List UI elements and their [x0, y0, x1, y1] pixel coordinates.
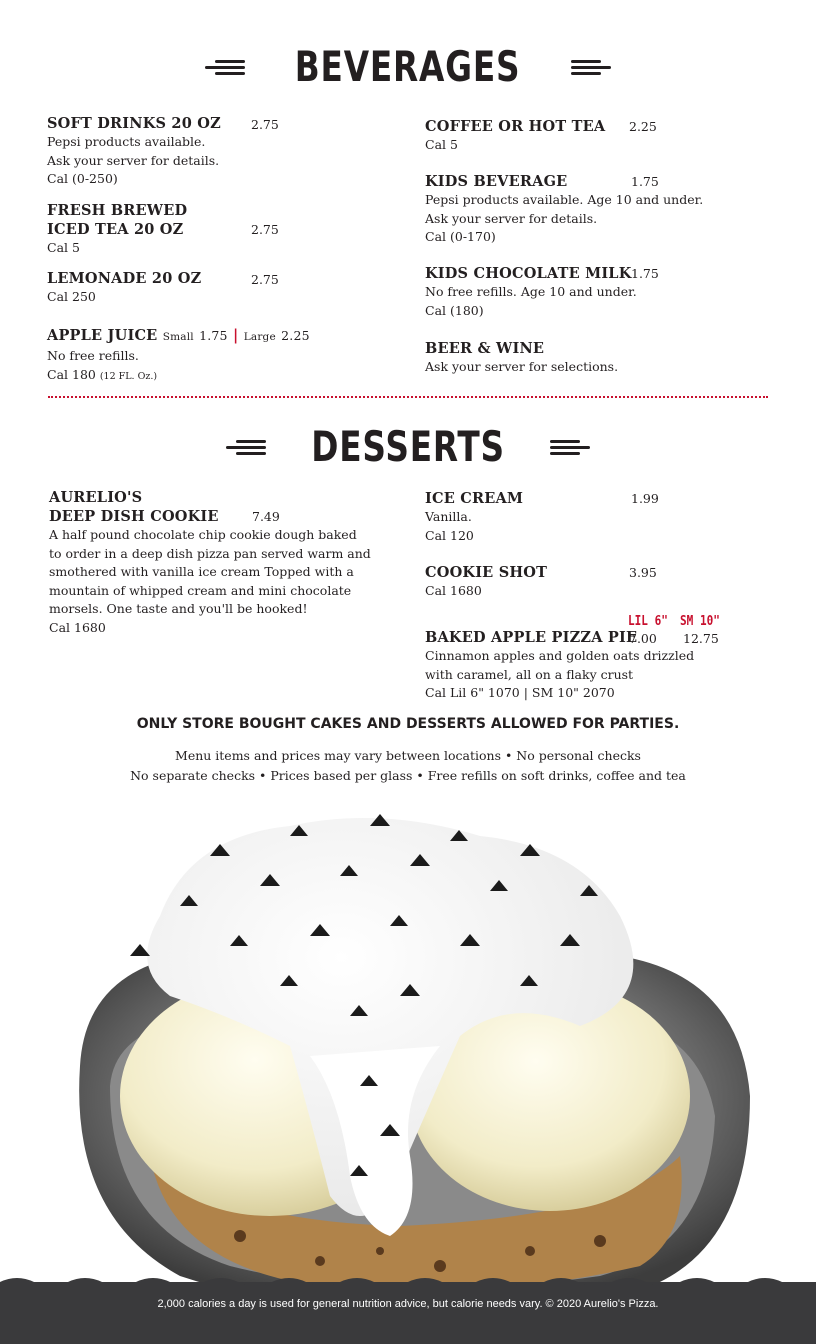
size-label-sm: SM 10"	[680, 614, 720, 629]
item-desc: mountain of whipped cream and mini chocolate	[49, 582, 352, 598]
menu-item-coffee-tea	[425, 117, 605, 155]
item-price: 1.75	[631, 266, 659, 281]
item-desc: Ask your server for details.	[47, 152, 220, 168]
item-cal: Cal 180	[47, 366, 96, 382]
item-cal: Cal 5	[425, 137, 458, 152]
beverages-heading	[0, 42, 816, 91]
item-desc: A half pound chocolate chip cookie dough baked	[49, 527, 357, 542]
item-price-lil: 7.00	[629, 631, 657, 646]
item-desc: with caramel, all on a flaky crust	[425, 666, 634, 682]
menu-item-iced-tea	[47, 201, 187, 258]
item-name: KIDS CHOCOLATE MILK	[425, 265, 632, 282]
section-divider	[48, 396, 768, 398]
desserts-heading	[0, 422, 816, 471]
item-price: 1.99	[631, 491, 659, 506]
item-name: BEER & WINE	[425, 340, 545, 357]
menu-item-kids-chocolate-milk	[425, 264, 637, 320]
fine-print-line-2: No separate checks • Prices based per glass • Free refills on soft drinks, coffee and tea	[130, 768, 686, 783]
item-name: KIDS BEVERAGE	[425, 173, 568, 190]
item-name: FRESH BREWED	[47, 202, 188, 219]
item-name: AURELIO'S	[49, 489, 143, 506]
menu-item-kids-beverage	[425, 172, 703, 247]
item-name: ICE CREAM	[425, 490, 524, 507]
menu-item-apple-juice	[47, 326, 310, 386]
size-large-label: Large	[243, 331, 276, 343]
heading-deco-left-icon	[226, 436, 266, 458]
desserts-title: DESSERTS	[311, 422, 505, 471]
item-desc: Vanilla.	[425, 509, 472, 524]
menu-item-deep-dish-cookie	[49, 488, 371, 637]
size-separator: |	[232, 327, 239, 344]
size-small-label: Small	[162, 331, 194, 343]
item-cal: Cal 120	[425, 527, 474, 543]
item-desc: morsels. One taste and you'll be hooked!	[49, 601, 308, 616]
item-cal: Cal Lil 6" 1070 | SM 10" 2070	[425, 685, 615, 700]
item-desc: to order in a deep dish pizza pan served warm and	[49, 545, 371, 561]
menu-item-beer-wine	[425, 339, 618, 377]
item-name: BAKED APPLE PIZZA PIE	[425, 629, 638, 646]
item-desc: Ask your server for selections.	[425, 359, 619, 374]
footer-bar	[0, 1282, 816, 1344]
item-desc: Pepsi products available.	[47, 134, 206, 149]
item-name: COOKIE SHOT	[425, 564, 548, 581]
item-name-line2: DEEP DISH COOKIE	[49, 508, 219, 525]
item-price: 7.49	[252, 509, 280, 524]
item-desc: Ask your server for details.	[425, 210, 598, 226]
item-desc: No free refills.	[47, 348, 139, 363]
item-cal: Cal (180)	[425, 302, 484, 318]
item-cal: Cal 1680	[49, 619, 106, 635]
item-price: 2.75	[251, 222, 279, 237]
item-desc: No free refills. Age 10 and under.	[425, 284, 637, 299]
heading-deco-left-icon	[205, 56, 245, 78]
menu-item-lemonade	[47, 269, 201, 307]
item-cal-note: (12 FL. Oz.)	[99, 370, 158, 382]
item-name: SOFT DRINKS 20 OZ	[47, 115, 221, 132]
item-desc: smothered with vanilla ice cream Topped with a	[49, 564, 354, 579]
item-price: 2.25	[629, 119, 657, 134]
item-price: 3.95	[629, 565, 657, 580]
beverages-title: BEVERAGES	[295, 42, 521, 91]
item-price: 2.75	[251, 117, 279, 132]
item-name: APPLE JUICE	[47, 327, 158, 344]
item-name-row	[47, 326, 310, 347]
size-small-price: 1.75	[199, 328, 228, 343]
item-cal: Cal 250	[47, 289, 96, 304]
deep-dish-cookie-photo	[60, 796, 760, 1316]
size-large-price: 2.25	[281, 328, 310, 343]
item-cal-row	[47, 366, 310, 387]
menu-item-ice-cream	[425, 489, 523, 545]
item-price-sm: 12.75	[683, 631, 719, 646]
item-name: LEMONADE 20 OZ	[47, 270, 202, 287]
fine-print-line-1: Menu items and prices may vary between locations • No personal checks	[175, 748, 641, 763]
heading-deco-right-icon	[571, 56, 611, 78]
party-notice: ONLY STORE BOUGHT CAKES AND DESSERTS ALLOWED FOR PARTIES.	[136, 716, 680, 732]
item-name: COFFEE OR HOT TEA	[425, 118, 606, 135]
item-price: 2.75	[251, 272, 279, 287]
item-cal: Cal 1680	[425, 583, 482, 598]
item-desc: Cinnamon apples and golden oats drizzled	[425, 648, 695, 663]
item-cal: Cal (0-250)	[47, 171, 118, 186]
item-price: 1.75	[631, 174, 659, 189]
item-cal: Cal (0-170)	[425, 229, 496, 244]
footer-wave	[0, 1274, 816, 1286]
item-cal: Cal 5	[47, 240, 80, 255]
item-name-line2: ICED TEA 20 OZ	[47, 221, 184, 238]
menu-item-soft-drinks	[47, 114, 221, 189]
footer-disclaimer: 2,000 calories a day is used for general nutrition advice, but calorie needs vary. © 2020 Aurelio's Pizza.	[157, 1298, 659, 1310]
menu-item-cookie-shot	[425, 563, 547, 601]
item-desc: Pepsi products available. Age 10 and under.	[425, 192, 704, 207]
heading-deco-right-icon	[550, 436, 590, 458]
size-label-lil: LIL 6"	[628, 614, 668, 629]
